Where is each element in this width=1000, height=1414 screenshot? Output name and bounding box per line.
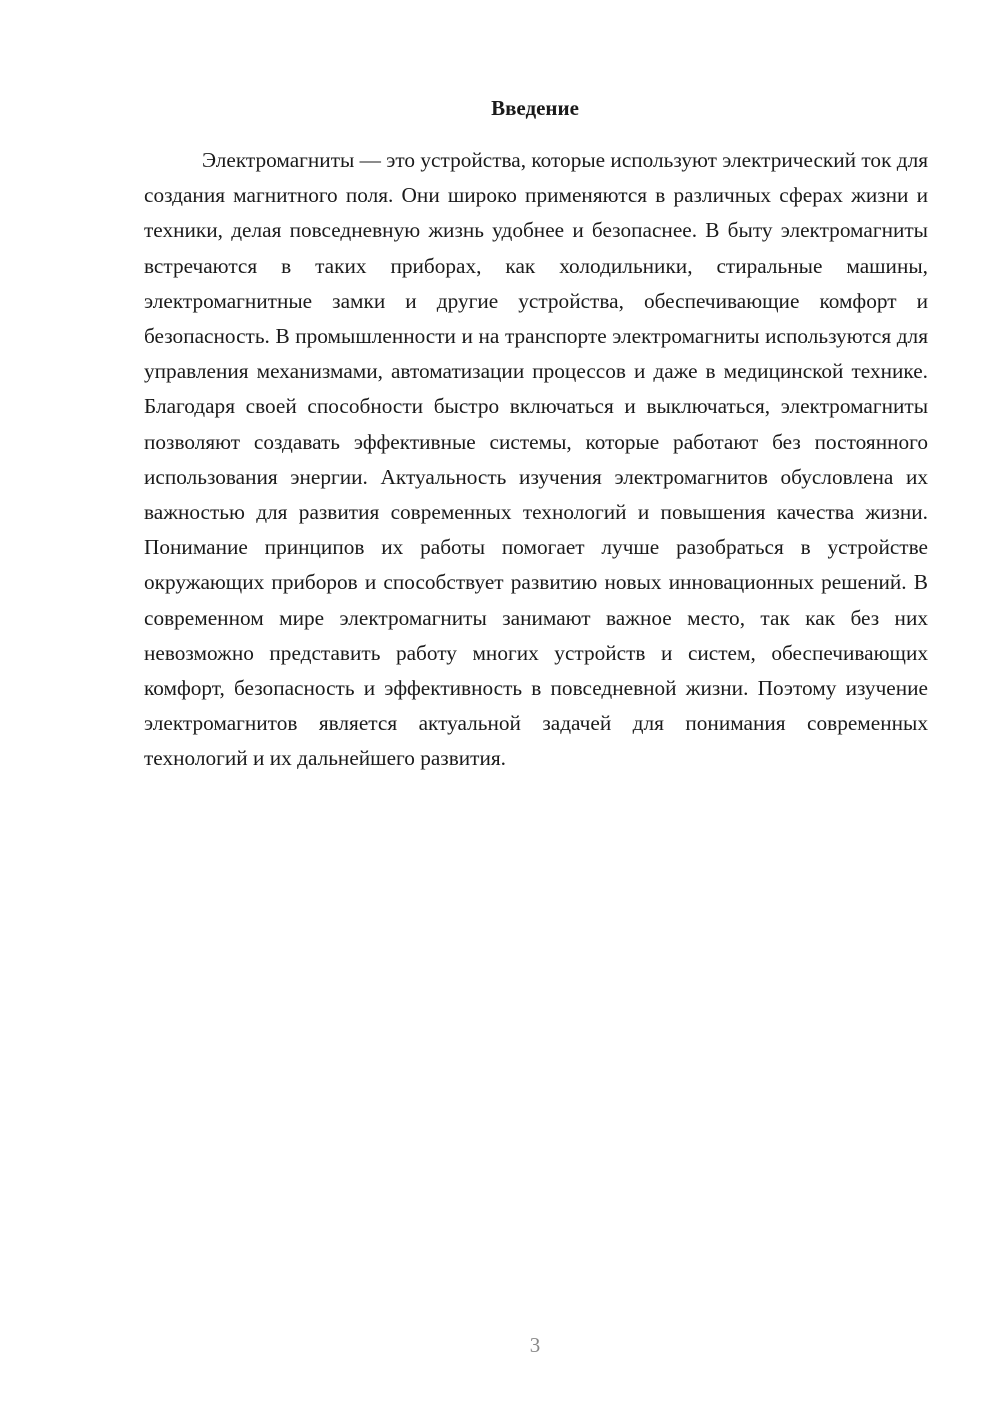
section-heading: Введение [491,96,579,120]
body-paragraph: Электромагниты — это устройства, которые используют электрический ток для создания магнитного поля. Они широко применяются в различных сферах жизни и техники, делая повседневную жизнь удобнее и безопаснее. В быту электромагниты встречаются в таких приборах, как холодильники, стиральные машины, электромагнитные замки и другие устройства, обеспечивающие комфорт и безопасность. В промышленности и на транспорте электромагниты используются для управления механизмами, автоматизации процессов и даже в медицинской технике. Благодаря своей способности быстро включаться и выключаться, электромагниты позволяют создавать эффективные системы, которые работают без постоянного использования энергии. Актуальность изучения электромагнитов обусловлена их важностью для развития современных технологий и повышения качества жизни. Понимание принципов их работы помогает лучше разобраться в устройстве окружающих приборов и способствует развитию новых инновационных решений. В современном мире электромагниты занимают важное место, так как без них невозможно представить работу многих устройств и систем, обеспечивающих комфорт, безопасность и эффективность в повседневной жизни. Поэтому изучение электромагнитов является актуальной задачей для понимания современных технологий и их дальнейшего развития. [144,148,928,771]
page-number: 3 [529,1333,541,1357]
